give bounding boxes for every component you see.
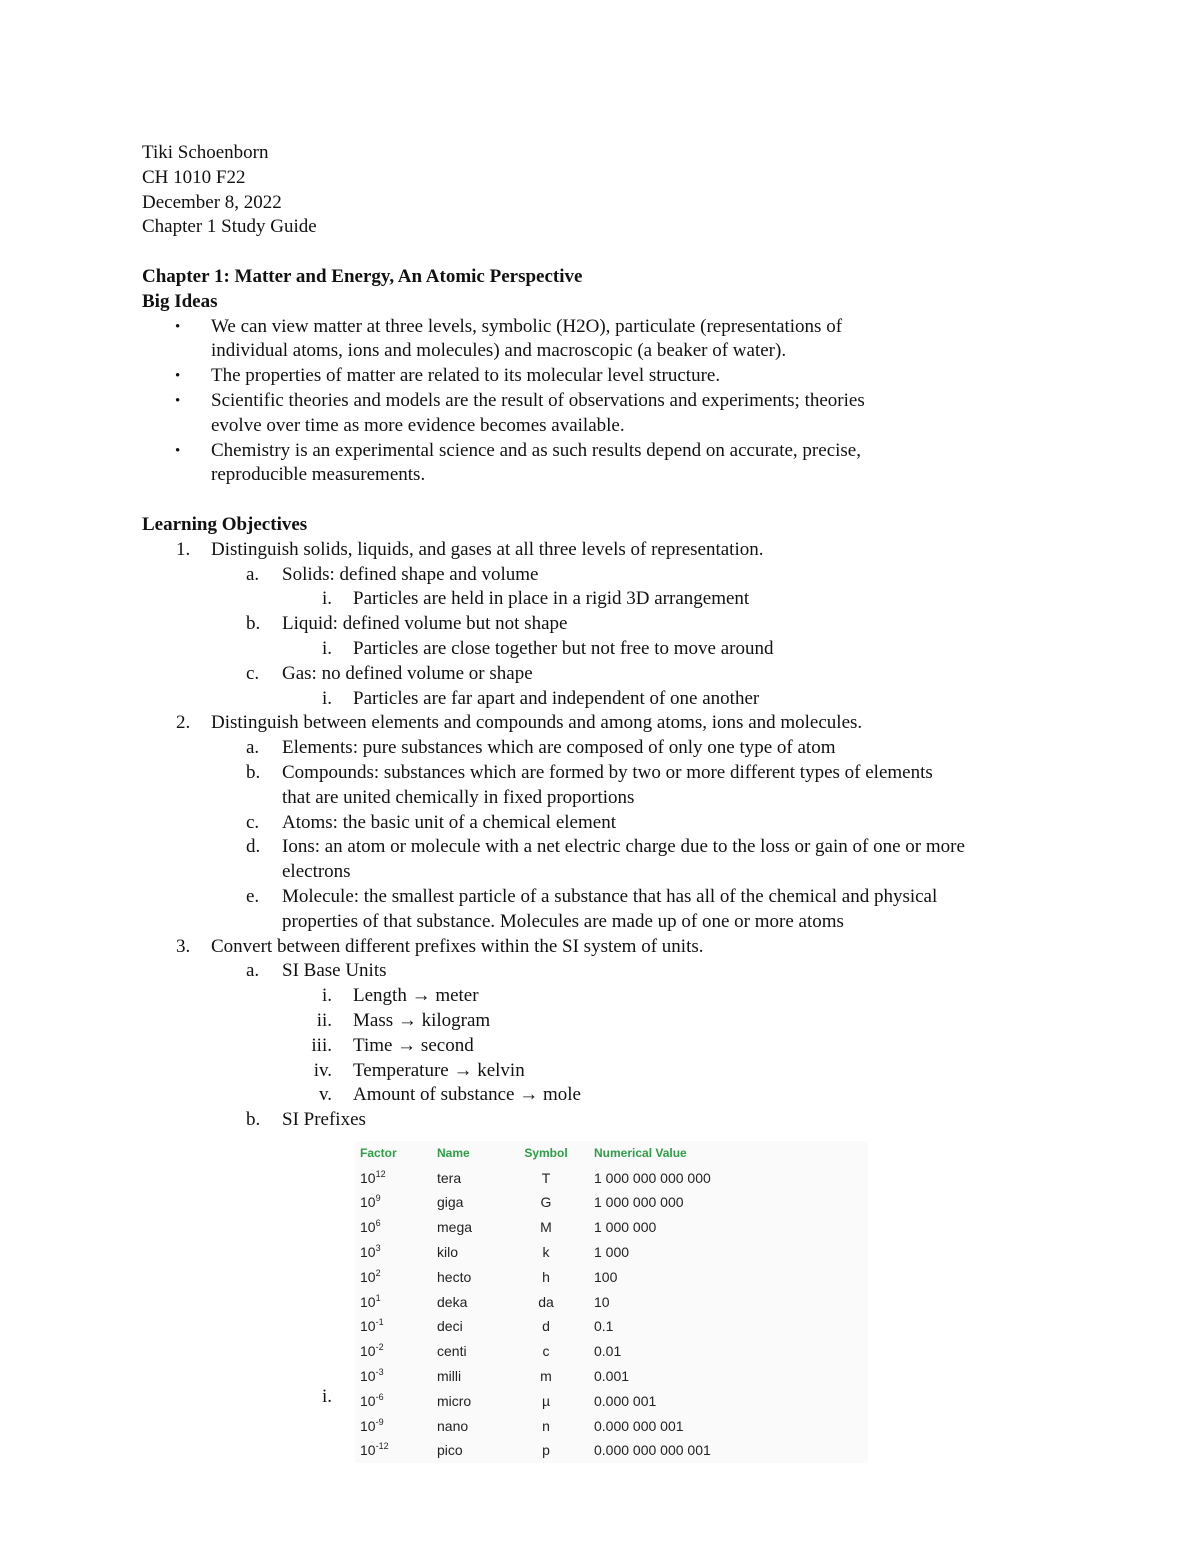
factor-cell: $10^{-12}$ bbox=[360, 1441, 389, 1459]
table-row bbox=[355, 1314, 868, 1339]
value-cell: 0.000 000 001 bbox=[594, 1417, 684, 1434]
name-cell: pico bbox=[437, 1442, 463, 1459]
column-header-numerical-value: Numerical Value bbox=[594, 1145, 687, 1160]
symbol-cell: c bbox=[542, 1343, 550, 1360]
objective-3: 3. Convert between different prefixes within the SI system of units. a. SI Base Units i. Length → meter ii. Mass → kilogram iii. Time → second iv. Temperature → kelvin v. Amount of substance → mole b. SI Prefixes i. Factor Name Symbol Numerical Value $10^{12}$ tera T 1 000 000 000 000 $10^9$ giga G 1 000 000 000 $10^6$ mega M 1 000 000 $10^3$ kilo k 1 000 $10^2$ hecto h 100 $10^1$ deka da 10 $10^{-1}$ deci d 0.1 $10^{-2}$ centi c 0.01 $10^{-3}$ milli m 0.001 $10^{-6}$ micro µ 0.000 001 $10^{-9}$ nano n 0.000 000 001 $10^{-12}$ pico p 0.000 000 000 001 bbox=[142, 935, 1102, 1411]
big-ideas-list bbox=[142, 315, 1102, 489]
symbol-cell: G bbox=[540, 1194, 552, 1211]
symbol-cell: T bbox=[541, 1169, 551, 1186]
value-cell: 0.01 bbox=[594, 1343, 622, 1360]
name-cell: deci bbox=[437, 1318, 463, 1335]
factor-cell: $10^2$ bbox=[360, 1267, 381, 1285]
document-header bbox=[142, 141, 317, 240]
name-cell: centi bbox=[437, 1343, 467, 1360]
objective-1: 1. Distinguish solids, liquids, and gases at all three levels of representation. a. Solids: defined shape and volume i. Particles are held in place in a rigid 3D arrangement b. Liquid: defined volume but not shape i. Particles are close together but not free to move around c. Gas: no defined volume or shape i. Particles are far apart and independent of one another bbox=[176, 538, 774, 709]
value-cell: 0.1 bbox=[594, 1318, 614, 1335]
table-row bbox=[355, 1389, 868, 1414]
table-row bbox=[355, 1438, 868, 1463]
symbol-cell: k bbox=[542, 1244, 550, 1261]
table-row bbox=[355, 1414, 868, 1439]
si-prefix-item: i. Factor Name Symbol Numerical Value $10^{12}$ tera T 1 000 000 000 000 $10^9$ giga G 1 000 000 000 $10^6$ mega M 1 000 000 $10^3$ kilo k 1 000 $10^2$ hecto h 100 $10^1$ deka da 10 $10^{-1}$ deci d 0.1 $10^{-2}$ centi c 0.01 $10^{-3}$ milli m 0.001 $10^{-6}$ micro µ 0.000 001 $10^{-9}$ nano n 0.000 000 001 $10^{-12}$ pico p 0.000 000 000 001 bbox=[142, 1133, 1102, 1411]
symbol-cell: M bbox=[540, 1219, 552, 1236]
name-cell: nano bbox=[437, 1417, 469, 1434]
course-code: CH 1010 F22 bbox=[142, 166, 246, 188]
document-date: December 8, 2022 bbox=[142, 191, 282, 213]
learning-objectives-list bbox=[142, 538, 1102, 1459]
bullet-icon: • bbox=[175, 318, 181, 335]
chapter-title: Chapter 1: Matter and Energy, An Atomic Perspective bbox=[142, 266, 583, 287]
table-row bbox=[355, 1215, 868, 1240]
table-row bbox=[355, 1364, 868, 1389]
table-row bbox=[355, 1265, 868, 1290]
name-cell: giga bbox=[437, 1194, 464, 1211]
document-title: Chapter 1 Study Guide bbox=[142, 216, 317, 238]
symbol-cell: da bbox=[538, 1293, 554, 1310]
list-item: • The properties of matter are related to its molecular level structure. bbox=[142, 364, 1102, 389]
table-row bbox=[355, 1190, 868, 1215]
list-item: • Chemistry is an experimental science and as such results depend on accurate, precise, reproducible measurements. bbox=[175, 439, 861, 486]
symbol-cell: d bbox=[542, 1318, 550, 1335]
objective-2: 2. Distinguish between elements and compounds and among atoms, ions and molecules. a. Elements: pure substances which are composed of only one type of atom b. Compounds: substances which are formed by two or more different types of elements that are united chemically in fixed proportions c. Atoms: the basic unit of a chemical element d. Ions: an atom or molecule with a net electric charge due to the loss or gain of one or more electrons e. Molecule: the smallest particle of a substance that has all of the chemical and physical properties of that substance. Molecules are made up of one or more atoms bbox=[176, 712, 965, 932]
bullet-icon: • bbox=[175, 442, 181, 459]
factor-cell: $10^3$ bbox=[360, 1243, 381, 1261]
bullet-icon: • bbox=[175, 392, 181, 409]
table-row bbox=[355, 1339, 868, 1364]
name-cell: deka bbox=[437, 1293, 468, 1310]
factor-cell: $10^{12}$ bbox=[360, 1168, 386, 1186]
value-cell: 100 bbox=[594, 1268, 618, 1285]
value-cell: 1 000 000 000 000 bbox=[594, 1169, 711, 1186]
factor-cell: $10^9$ bbox=[360, 1193, 381, 1211]
bullet-icon: • bbox=[175, 368, 181, 385]
table-row bbox=[355, 1166, 868, 1191]
chapter-section bbox=[142, 265, 1102, 1459]
si-prefixes-table bbox=[355, 1141, 868, 1463]
table-row bbox=[355, 1290, 868, 1315]
name-cell: micro bbox=[437, 1392, 472, 1409]
name-cell: kilo bbox=[437, 1244, 459, 1261]
value-cell: 1 000 000 bbox=[594, 1219, 657, 1236]
factor-cell: $10^{-3}$ bbox=[360, 1367, 384, 1385]
value-cell: 1 000 000 000 bbox=[594, 1194, 684, 1211]
value-cell: 0.001 bbox=[594, 1368, 630, 1385]
list-item: • We can view matter at three levels, symbolic (H2O), particulate (representations of individual atoms, ions and molecules) and macroscopic (a beaker of water). bbox=[175, 315, 843, 362]
symbol-cell: n bbox=[542, 1417, 550, 1434]
value-cell: 0.000 000 000 001 bbox=[594, 1442, 711, 1459]
symbol-cell: µ bbox=[541, 1392, 551, 1409]
column-header-factor: Factor bbox=[360, 1145, 397, 1160]
table-row bbox=[355, 1240, 868, 1265]
factor-cell: $10^{-1}$ bbox=[360, 1317, 384, 1335]
name-cell: tera bbox=[437, 1169, 462, 1186]
column-header-name: Name bbox=[437, 1145, 470, 1160]
value-cell: 1 000 bbox=[594, 1244, 630, 1261]
student-name: Tiki Schoenborn bbox=[142, 142, 269, 163]
value-cell: 0.000 001 bbox=[594, 1392, 657, 1409]
list-item: • Scientific theories and models are the result of observations and experiments; theories evolve over time as more evidence becomes available. bbox=[175, 389, 865, 436]
table-header-row bbox=[355, 1141, 868, 1166]
factor-cell: $10^6$ bbox=[360, 1218, 381, 1236]
factor-cell: $10^{-6}$ bbox=[360, 1391, 384, 1409]
name-cell: milli bbox=[437, 1368, 462, 1385]
factor-cell: $10^1$ bbox=[360, 1292, 381, 1310]
name-cell: hecto bbox=[437, 1268, 472, 1285]
symbol-cell: h bbox=[542, 1268, 550, 1285]
symbol-cell: p bbox=[542, 1442, 550, 1459]
name-cell: mega bbox=[437, 1219, 473, 1236]
symbol-cell: m bbox=[540, 1368, 552, 1385]
big-ideas-heading: Big Ideas bbox=[142, 290, 218, 312]
column-header-symbol: Symbol bbox=[524, 1145, 568, 1160]
factor-cell: $10^{-2}$ bbox=[360, 1342, 384, 1360]
learning-objectives-heading: Learning Objectives bbox=[142, 513, 308, 535]
value-cell: 10 bbox=[594, 1293, 610, 1310]
factor-cell: $10^{-9}$ bbox=[360, 1416, 384, 1434]
